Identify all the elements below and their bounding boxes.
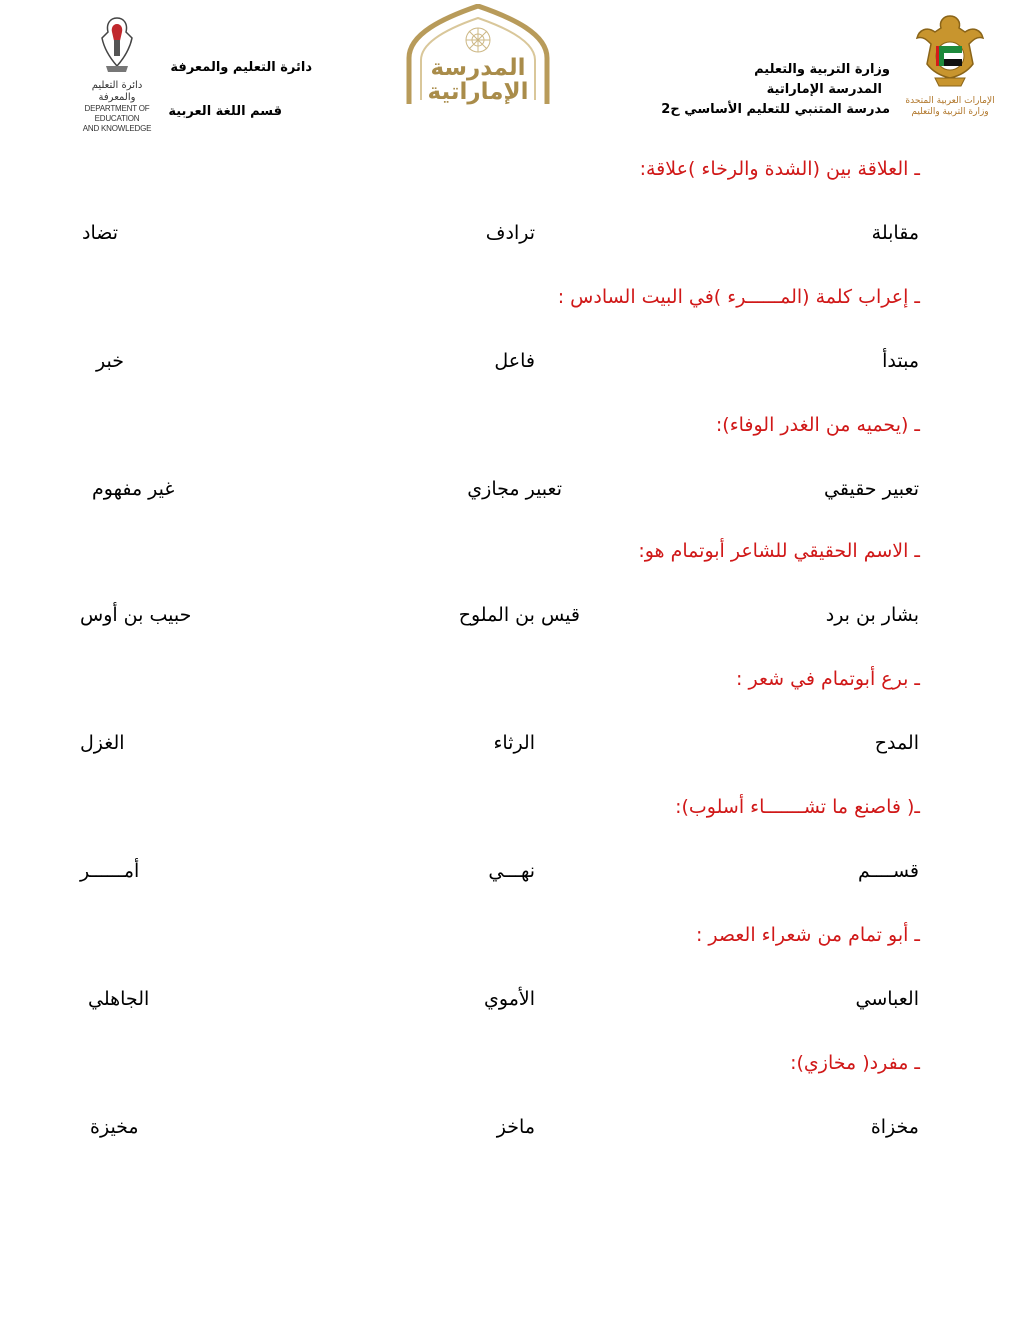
question-1-option-1: مقابلة <box>871 222 919 244</box>
school-name: مدرسة المتنبي للتعليم الأساسي ح2 <box>661 102 890 117</box>
question-4-option-3: حبيب بن أوس <box>80 604 192 626</box>
ministry-name: وزارة التربية والتعليم <box>754 62 890 77</box>
question-8-option-3: مخيزة <box>90 1116 139 1138</box>
question-5-option-3: الغزل <box>80 732 125 754</box>
question-2-option-2: فاعل <box>494 350 535 372</box>
question-7-option-1: العباسي <box>855 988 919 1010</box>
question-3-option-2: تعبير مجازي <box>467 478 562 500</box>
question-6-option-3: أمــــــر <box>80 860 140 882</box>
question-3-option-1: تعبير حقيقي <box>824 478 919 500</box>
uae-emblem-caption-line-2: وزارة التربية والتعليم <box>911 107 989 117</box>
question-4-option-1: بشار بن برد <box>825 604 919 626</box>
adek-logo-english-line-2: AND KNOWLEDGE <box>82 124 152 133</box>
question-2-option-1: مبتدأ <box>882 350 919 372</box>
question-3-option-3: غير مفهوم <box>92 478 175 500</box>
uae-emblem-caption-line-1: الإمارات العربية المتحدة <box>905 96 995 106</box>
question-1-option-2: ترادف <box>485 222 535 244</box>
arabic-section-name: قسم اللغة العربية <box>168 104 282 119</box>
question-7: ـ أبو تمام من شعراء العصر : <box>695 924 920 946</box>
question-1: ـ العلاقة بين (الشدة والرخاء )علاقة: <box>639 158 920 180</box>
question-4: ـ الاسم الحقيقي للشاعر أبوتمام هو: <box>638 540 920 562</box>
question-5-option-2: الرثاء <box>493 732 535 754</box>
question-7-option-2: الأموي <box>484 988 535 1010</box>
adek-logo-arabic-text: دائرة التعليم والمعرفة <box>91 80 143 103</box>
department-name: دائرة التعليم والمعرفة <box>170 60 312 75</box>
question-5: ـ برع أبوتمام في شعر : <box>736 668 920 690</box>
adek-logo-english-line-1: DEPARTMENT OF EDUCATION <box>84 104 150 123</box>
question-8: ـ مفرد( مخازي): <box>790 1052 920 1074</box>
school-system-name: المدرسة الإماراتية <box>766 82 882 97</box>
question-2-option-3: خبر <box>96 350 124 372</box>
question-6-option-1: قســــم <box>858 860 919 882</box>
question-8-option-2: ماخز <box>496 1116 535 1138</box>
school-logo-line-2: الإماراتية <box>427 79 529 105</box>
question-5-option-1: المدح <box>874 732 919 754</box>
school-logo-line-1: المدرسة <box>430 55 526 81</box>
question-6-option-2: نهـــي <box>488 860 535 882</box>
question-3: ـ (يحميه من الغدر الوفاء): <box>715 414 920 436</box>
question-8-option-1: مخزاة <box>870 1116 919 1138</box>
question-6: ـ( فاصنع ما تشـــــــاء أسلوب): <box>675 796 920 818</box>
question-7-option-3: الجاهلي <box>88 988 150 1010</box>
question-1-option-3: تضاد <box>82 222 119 244</box>
question-2: ـ إعراب كلمة (المــــــرء )في البيت السادس : <box>557 286 920 308</box>
question-4-option-2: قيس بن الملوح <box>458 604 580 626</box>
